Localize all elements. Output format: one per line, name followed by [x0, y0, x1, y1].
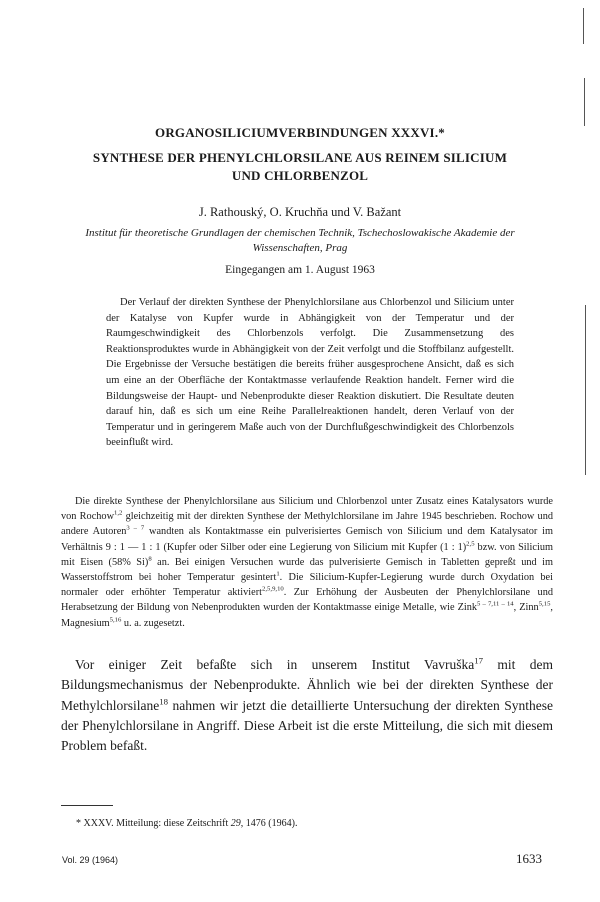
page-number: 1633: [516, 851, 542, 866]
citation: 5,16: [109, 616, 122, 624]
citation: 3 – 7: [126, 524, 145, 532]
citation: 5 – 7,11 – 14: [477, 601, 514, 608]
series-title: ORGANOSILICIUMVERBINDUNGEN XXXVI.*: [155, 125, 445, 140]
abstract: Der Verlauf der direkten Synthese der Phenylchlorsilane aus Chlorbenzol und Silicium unter der Katalyse von Kupfer wurde in Abhängigkeit von der Temperatur und der Raumgeschwindigkeit des Chlorbenzols verfolgt. Die Zusammensetzung des Reaktionsproduktes wurde in Abhängigkeit von der Zeit verfolgt und die Stoffbilanz aufgestellt. Die Ergebnisse der Versuche bestätigen die bereits früher ausgesprochene Ansicht, daß es sich um eine an der Oberfläche der Kontaktmasse verlaufende Reaktion handelt. Ferner wird die Bildungsweise der Haupt- und Nebenprodukte dieser Reaktion diskutiert. Die Resultate deuten darauf hin, daß es sich um eine Reihe Parallelreaktionen handelt, deren Verlauf von der Temperatur und in geringerem Maße auch von der Durchflußgeschwindigkeit des Chlorbenzols beeinflußt wird.: [106, 297, 514, 449]
authors: J. Rathouský, O. Kruchňa und V. Bažant: [198, 205, 402, 219]
scan-edge-line: [584, 78, 585, 126]
institution: Institut für theoretische Grundlagen der chemischen Technik, Tschechoslowakische Akademie der Wissenschaften, Prag: [85, 227, 515, 254]
scan-edge-line: [583, 8, 584, 44]
article-title-line-2: UND CHLORBENZOL: [231, 168, 369, 183]
citation: 5,15: [538, 601, 551, 608]
volume-label: Vol. 29 (1964): [62, 855, 119, 865]
main-paragraph: Vor einiger Zeit befaßte sich in unserem Institut Vavruška$^{17}$ mit dem Bildungsmechanismus der Nebenprodukte. Ähnlich wie bei der direkten Synthese der Methylchlorsilane$^{18}$ nahmen wir jetzt die detaillierte Untersuchung der direkten Synthese der Phenylchlorsilane in Angriff. Diese Arbeit ist die erste Mitteilung, die sich mit diesem Problem befaßt.: [61, 655, 553, 754]
received-date: Eingegangen am 1. August 1963: [225, 264, 375, 276]
intro-paragraph: Die direkte Synthese der Phenylchlorsilane aus Silicium und Chlorbenzol unter Zusatz eines Katalysators wurde von Rochow$^{1,2}$ gleichzeitig mit der direkten Synthese der Methylchlorsilane im Jahre 1945 beschrieben. Rochow und andere Autoren$^{3 - 7}$ wandten als Kontaktmasse ein pulverisiertes Gemisch von Silicium und dem Katalysator im Verhältnis 9 : 1 — 1 : 1 (Kupfer oder Silber oder eine Legierung von Silicium mit Kupfer (1 : 1)$^{2,5}$ bzw. von Silicium mit Eisen (58% Si)$^8$ an. Bei einigen Versuchen wurde das pulverisierte Gemisch in Tabletten gepreßt und im Wasserstoffstrom bei hoher Temperatur gesintert$^1$. Die Silicium-Kupfer-Legierung wurde durch Oxydation bei normaler oder erhöhter Temperatur aktiviert$^{2,5,9,10}$. Zur Erhöhung der Ausbeuten der Phenylchlorsilane und Herabsetzung der Bildung von Nebenprodukten wurden der Kontaktmasse einige Metalle, wie Zink$^{5 - 7,11 - 14}$, Zinn$^{5,15}$, Magnesium$^{5,16}$ u. a. zugesetzt.: [61, 496, 554, 629]
article-title-line-1: SYNTHESE DER PHENYLCHLORSILANE AUS REINEM SILICIUM: [92, 150, 508, 165]
citation: 17: [474, 655, 484, 666]
citation: 1,2: [114, 509, 123, 517]
footnote-divider: [61, 805, 113, 806]
scan-edge-line: [585, 305, 586, 475]
citation: 8: [148, 555, 152, 563]
citation: 2,5,9,10: [262, 585, 284, 593]
citation: 2,5: [466, 540, 475, 548]
citation: 1: [276, 570, 280, 578]
footnote: * XXXV. Mitteilung: diese Zeitschrift 29, 1476 (1964).: [76, 818, 298, 829]
citation: 18: [159, 696, 168, 707]
